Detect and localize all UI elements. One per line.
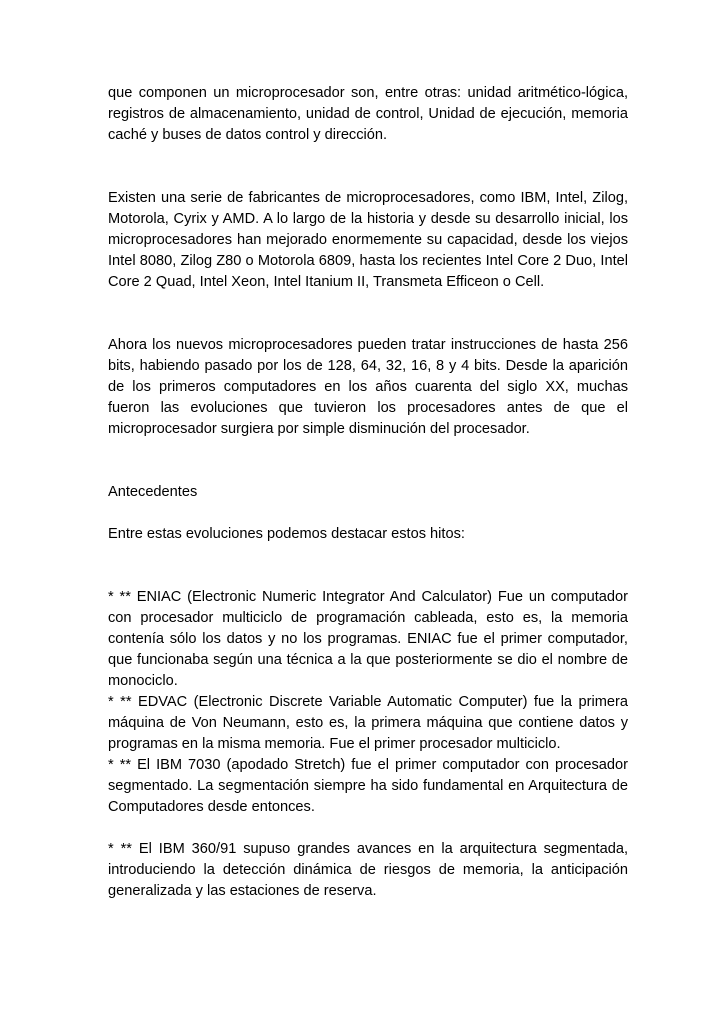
milestone-ibm-7030: * ** El IBM 7030 (apodado Stretch) fue el primer computador con procesador segmentado. La segmentación siempre ha sido fundamental en Arquitectura de Computadores desde entonces. [108,757,628,815]
spacer [108,293,628,335]
milestone-eniac: * ** ENIAC (Electronic Numeric Integrator And Calculator) Fue un computador con procesador multiciclo de programación cableada, esto es, la memoria contenía sólo los datos y no los programas. ENIAC fue el primer computador, que funcionaba según una técnica a la que posteriormente se dio el nombre de monociclo. [108,589,628,689]
spacer [108,146,628,188]
document-page [108,83,628,902]
section-heading: Antecedentes [108,484,198,500]
milestone-ibm-360: * ** El IBM 360/91 supuso grandes avances en la arquitectura segmentada, introduciendo la detección dinámica de riesgos de memoria, la anticipación generalizada y las estaciones de reserva. [108,841,628,899]
paragraph-new-microprocessors: Ahora los nuevos microprocesadores pueden tratar instrucciones de hasta 256 bits, habiendo pasado por los de 128, 64, 32, 16, 8 y 4 bits. Desde la aparición de los primeros computadores en los años cuarenta del siglo XX, muchas fueron las evoluciones que tuvieron los procesadores antes de que el microprocesador surgiera por simple disminución del procesador. [108,337,628,437]
spacer [108,545,628,587]
paragraph-manufacturers: Existen una serie de fabricantes de microprocesadores, como IBM, Intel, Zilog, Motorola, Cyrix y AMD. A lo largo de la historia y desde su desarrollo inicial, los microprocesadores han mejorado enormemente su capacidad, desde los viejos Intel 8080, Zilog Z80 o Motorola 6809, hasta los recientes Intel Core 2 Duo, Intel Core 2 Quad, Intel Xeon, Intel Itanium II, Transmeta Efficeon o Cell. [108,190,628,290]
paragraph-components: que componen un microprocesador son, entre otras: unidad aritmético-lógica, registros de almacenamiento, unidad de control, Unidad de ejecución, memoria caché y buses de datos control y dirección. [108,85,628,143]
milestone-edvac: * ** EDVAC (Electronic Discrete Variable Automatic Computer) fue la primera máquina de Von Neumann, esto es, la primera máquina que contiene datos y programas en la misma memoria. Fue el primer procesador multiciclo. [108,694,628,752]
spacer [108,818,628,839]
intro-line: Entre estas evoluciones podemos destacar estos hitos: [108,526,465,542]
spacer [108,440,628,482]
spacer [108,503,628,524]
